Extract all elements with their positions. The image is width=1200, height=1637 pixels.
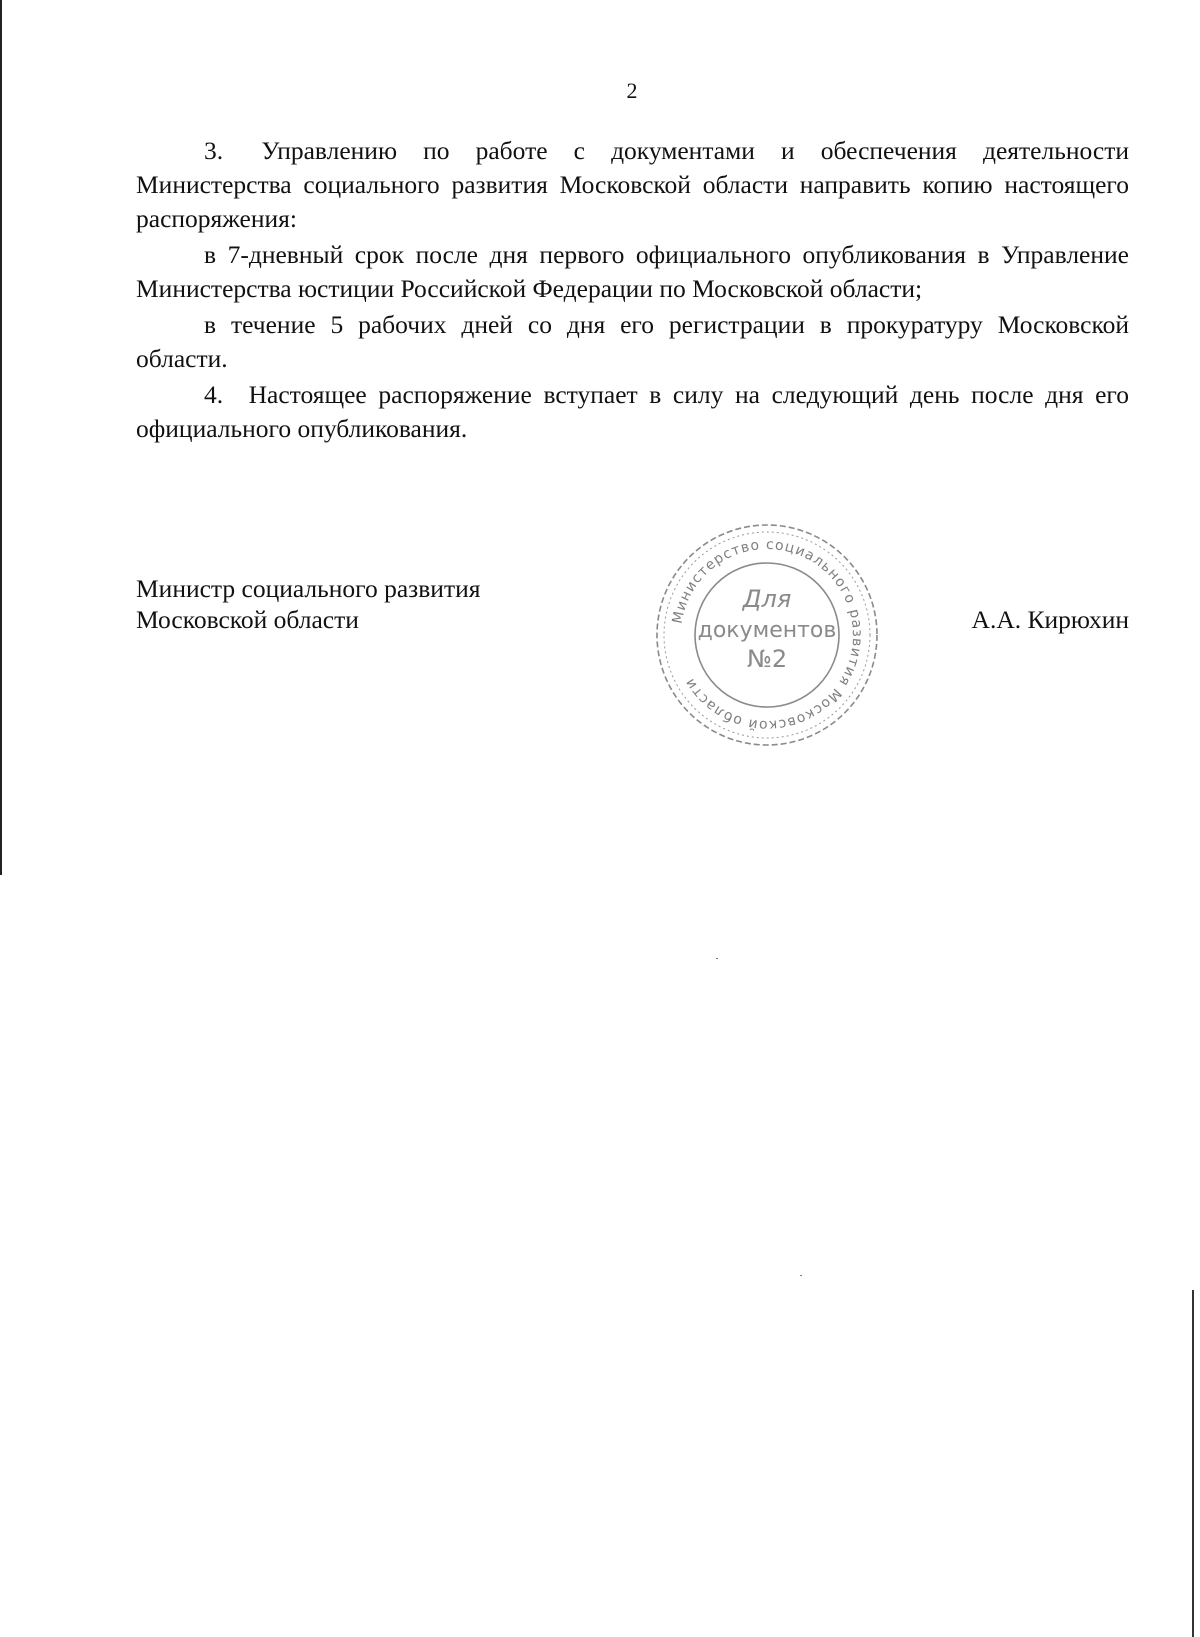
- signatory-position: [136, 573, 480, 635]
- stamp-center-line-3: №2: [746, 645, 788, 673]
- scan-edge-right: [1192, 1290, 1194, 1637]
- signatory-position-line-1: Министр социального развития: [136, 574, 481, 603]
- signatory-position-line-2: Московской области: [136, 605, 359, 634]
- stamp-ring-text: Министерство социального развития Московской области: [669, 536, 866, 734]
- page-number: 2: [626, 78, 638, 103]
- scan-edge-left: [0, 0, 2, 875]
- stamp-center-line-1: Для: [742, 585, 792, 613]
- official-seal-stamp: [647, 515, 887, 755]
- stamp-center-line-2: документов: [697, 618, 837, 643]
- signatory-name: А.А. Кирюхин: [971, 605, 1129, 634]
- paragraph-subitem-prosecutor: в течение 5 рабочих дней со дня его регистрации в прокуратуру Московской области.: [136, 310, 1129, 373]
- paragraph-item-3: 3. Управлению по работе с документами и обеспечения деятельности Министерства социального развития Московской области направить копию настоящего распоряжения:: [136, 136, 1129, 233]
- scan-speck: [716, 958, 718, 959]
- paragraph-item-4: 4. Настоящее распоряжение вступает в силу на следующий день после дня его официального опубликования.: [136, 380, 1129, 443]
- scan-speck: [800, 1275, 802, 1276]
- paragraph-subitem-justice: в 7-дневный срок после дня первого официального опубликования в Управление Министерства юстиции Российской Федерации по Московской области;: [136, 240, 1129, 303]
- document-body: [136, 134, 1129, 448]
